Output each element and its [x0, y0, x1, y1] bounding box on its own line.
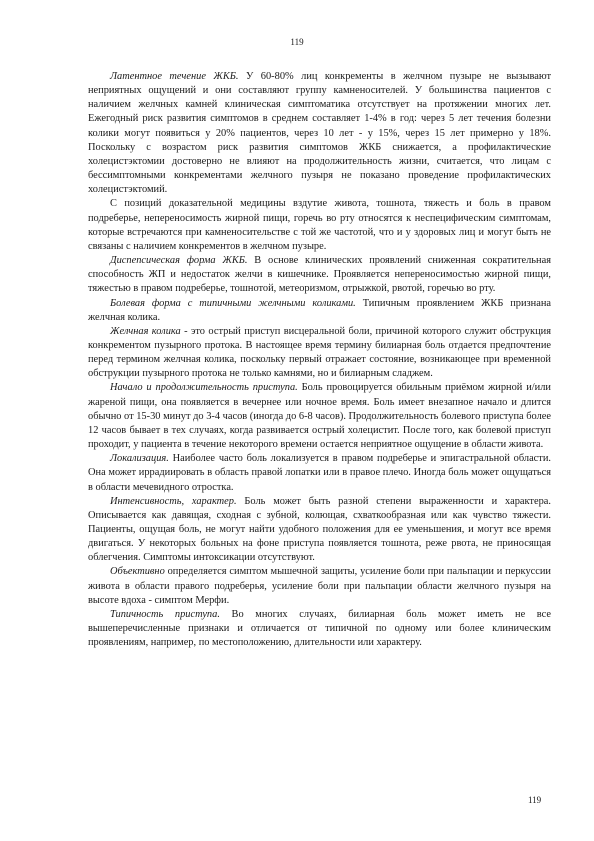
paragraph-typicality — [88, 608, 551, 650]
paragraph-lead: Желчная колика — [110, 325, 181, 337]
paragraph-text: Наиболее часто боль локализуется в правом подреберье и эпигастральной области. Она может иррадиировать в область правой лопатки или в правое плечо. Иногда боль может ощущаться в области мечевидного отростка. — [88, 453, 551, 493]
paragraph-dyspeptic-form — [88, 254, 551, 296]
paragraph-text: - это острый приступ висцеральной боли, причиной которого служит обструкция конкрементом пузырного протока. В настоящее время термину билиарная боль отдается предпочтение перед термином желчная колика, поскольку первый отражает состояние, возникающее при временной обструкции пузырного протока не только камнями, но и билиарным сладжем. — [88, 325, 551, 380]
page-number-bottom: 119 — [528, 795, 542, 805]
paragraph-lead: Объективно — [110, 566, 165, 578]
paragraph-localization — [88, 452, 551, 494]
paragraph-onset-duration — [88, 381, 551, 452]
paragraph-lead: Локализация. — [110, 453, 169, 465]
paragraph-text: В основе клинических проявлений сниженная сократительная способность ЖП и недостаток желчи в кишечнике. Проявляется непереносимостью жирной пищи, тяжестью в правом подреберье, тошнотой, метеоризмом, отрыжкой, рвотой, горечью во рту. — [88, 255, 551, 295]
paragraph-lead: Начало и продолжительность приступа. — [110, 382, 298, 394]
paragraph-text: Боль провоцируется обильным приёмом жирной и/или жареной пищи, она появляется в вечернее или ночное время. Боль имеет внезапное начало и длится обычно от 15-30 минут до 3-4 часов (иногда до 6-8 часов). Продолжительность болевого приступа более 12 часов бывает в тех случаях, когда развивается острый холецистит. После того, как болевой приступ проходит, у пациента в течение некоторого времени остается неприятное ощущение в области живота. — [88, 382, 552, 451]
paragraph-text: определяется симптом мышечной защиты, усиление боли при пальпации и перкуссии живота в области правого подреберья, усиление боли при пальпации области желчного пузыря на высоте вдоха - симптом Мерфи. — [88, 566, 551, 606]
paragraph-lead: Латентное течение ЖКБ. — [110, 71, 239, 82]
paragraph-biliary-colic — [88, 325, 551, 382]
paragraph-lead: Типичность приступа. — [110, 608, 220, 620]
paragraph-text: Во многих случаях, билиарная боль может иметь не все вышеперечисленные признаки и отличается от типичной по одному или более клиническим проявлениям, например, по местоположению, длительности или характеру. — [88, 608, 551, 649]
document-body — [88, 70, 551, 650]
paragraph-pain-form — [88, 297, 551, 325]
paragraph-lead: Интенсивность, характер. — [110, 495, 237, 507]
paragraph-lead: Болевая форма с типичными желчными коликами. — [110, 297, 356, 309]
paragraph-lead: Диспепсическая форма ЖКБ. — [110, 255, 248, 267]
paragraph-text: С позиций доказательной медицины вздутие живота, тошнота, тяжесть и боль в правом подреберье, непереносимость жирной пищи, горечь во рту относятся к неспецифическим симптомам, которые встречаются при камненосительстве с той же частотой, что и у здоровых лиц и могут быть не связаны с наличием конкрементов в желчном пузыре. — [88, 198, 551, 252]
paragraph-intensity — [88, 495, 551, 566]
paragraph-latent-course — [88, 70, 551, 197]
paragraph-text: Типичным проявлением ЖКБ признана желчная колика. — [88, 297, 551, 323]
paragraph-text: Боль может быть разной степени выраженности и характера. Описывается как давящая, сходная с зубной, колющая, схваткообразная или как чувство тяжести. Пациенты, ощущая боль, не могут найти удобного положения для ее уменьшения, и могут все время двигаться. У некоторых больных на фоне приступа появляется тошнота, реже рвота, не приносящая облегчения. Симптомы интоксикации отсутствуют. — [88, 495, 551, 564]
page-number-top: 119 — [290, 37, 304, 47]
paragraph-objective — [88, 565, 551, 607]
paragraph-evidence-based — [88, 197, 551, 254]
paragraph-text: У 60-80% лиц конкременты в желчном пузыре не вызывают неприятных ощущений и они составляют группу камненосителей. У большинства пациентов с наличием желчных камней клиническая симптоматика отсутствует на протяжении многих лет. Ежегодный риск развития симптомов в среднем составляет 1-4% в год: через 5 лет течения болезни колики могут появиться у 20% пациентов, через 10 лет - у 15%, через 15 лет примерно у 18%. Поскольку с возрастом риск развития симптомов ЖКБ снижается, а профилактические холецистэктомии достоверно не влияют на продолжительность жизни, считается, что лицам с бессимптомными конкрементами желчного пузыря не показано проведение профилактических холецистэктомий. — [88, 71, 551, 196]
